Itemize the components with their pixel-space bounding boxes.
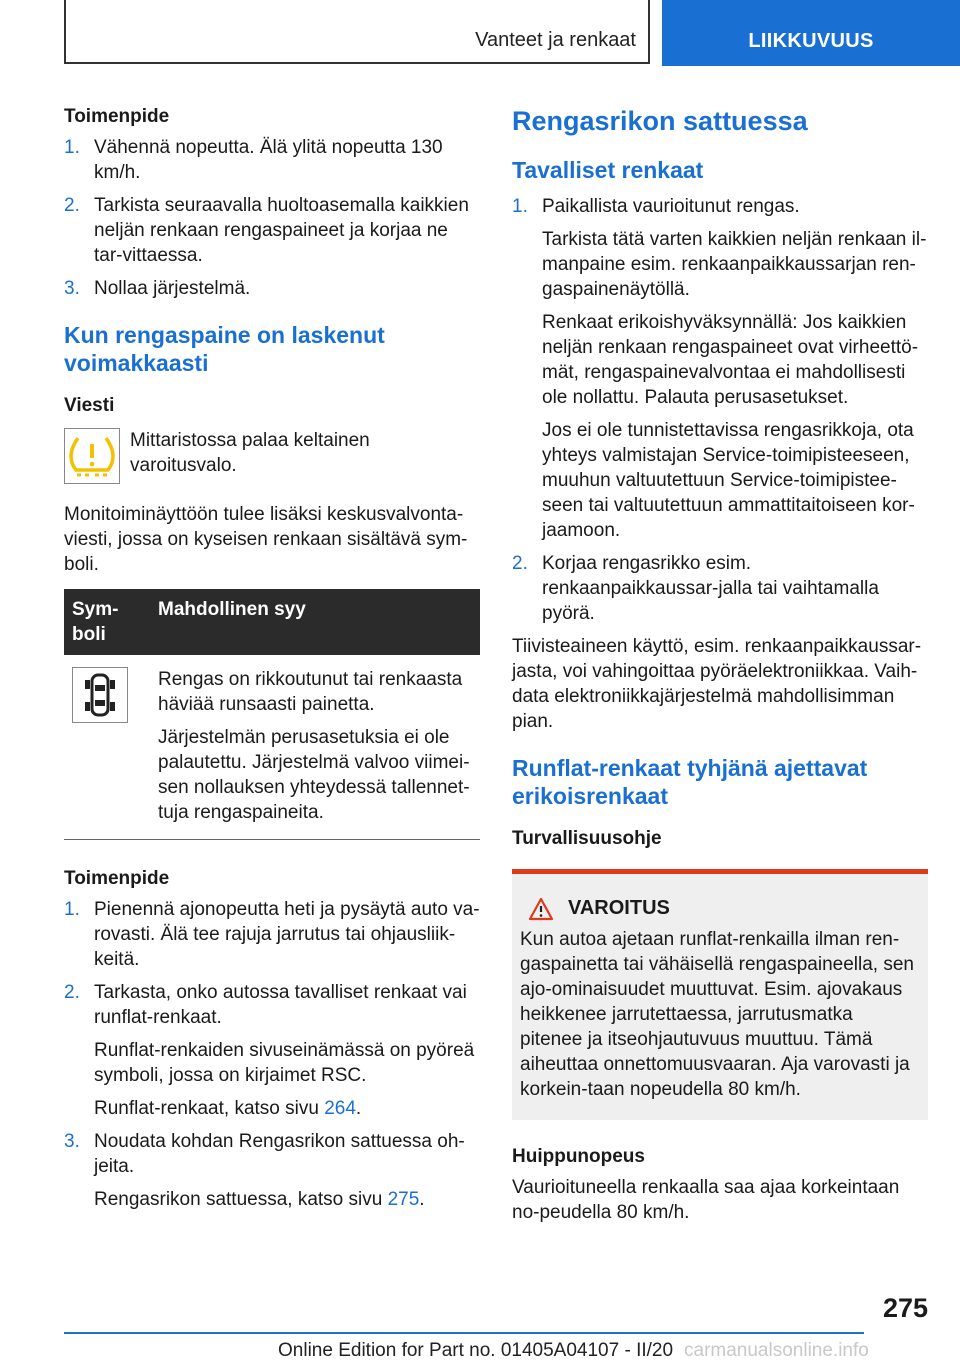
warning-triangle-icon	[528, 897, 554, 921]
step-number: 2.	[64, 195, 80, 216]
list-item	[64, 980, 480, 1121]
step-number: 2.	[64, 982, 80, 1003]
list-item	[512, 551, 928, 626]
table-header-cause: Mahdollinen syy	[150, 589, 480, 655]
cause-text: Järjestelmän perusasetuksia ei ole palautettu. Järjestelmä valvoo viimei-sen nollauksen yhteydessä tallennet-tuja rengaspaineita.	[158, 727, 470, 823]
page-header	[64, 0, 960, 66]
step-number: 2.	[512, 553, 528, 574]
tire-pressure-warning-icon	[64, 428, 120, 484]
step-number: 1.	[512, 196, 528, 217]
step-text: Noudata kohdan Rengasrikon sattuessa oh-jeita.	[94, 1131, 465, 1177]
table-row	[64, 655, 480, 840]
step-text: Runflat-renkaiden sivuseinämässä on pyöreä symboli, jossa on kirjaimet RSC.	[94, 1040, 475, 1086]
section-heading: Tavalliset renkaat	[512, 157, 704, 183]
list-item	[64, 1129, 480, 1212]
car-flat-tire-icon	[72, 667, 128, 723]
list-item	[64, 135, 480, 185]
step-text: Rengasrikon sattuessa, katso sivu 275.	[94, 1189, 425, 1210]
list-item	[64, 276, 480, 301]
step-text: Vähennä nopeutta. Älä ylitä nopeutta 130 km/h.	[94, 137, 443, 183]
message-text: Mittaristossa palaa keltainen varoitusvalo.	[130, 430, 370, 476]
step-text: Korjaa rengasrikko esim. renkaanpaikkaussar-jalla tai vaihtamalla pyörä.	[542, 553, 879, 624]
list-item	[64, 193, 480, 268]
page-link[interactable]: 275	[387, 1189, 420, 1210]
page-number: 275	[882, 1293, 928, 1323]
chapter-tab[interactable]: LIIKKUVUUS	[662, 0, 960, 66]
step-text: Jos ei ole tunnistettavissa rengasrikkoja, ota yhteys valmistajan Service-toimipisteeseen, muuhun valtuutettuun Service-toimipistee-seen tai valtuutettuun ammattitaitoiseen kor-jaamoon.	[542, 420, 915, 541]
section-heading: Kun rengaspaine on laskenut voimakkaasti	[64, 322, 385, 376]
symbol-table	[64, 589, 480, 840]
cause-text: Rengas on rikkoutunut tai renkaasta häviää runsaasti painetta.	[158, 669, 463, 715]
measures-title: Toimenpide	[64, 868, 170, 889]
sealant-text: Tiivisteaineen käyttö, esim. renkaanpaikkaussar-jasta, voi vahingoittaa pyöräelektroniikkaa. Vaih-data elektroniikkajärjestelmä mahdollisimman pian.	[512, 636, 922, 732]
footer-divider	[64, 1332, 864, 1334]
list-item	[512, 194, 928, 543]
step-text: Tarkista seuraavalla huoltoasemalla kaikkien neljän renkaan rengaspaineet ja korjaa ne tar-vittaessa.	[94, 195, 469, 266]
watermark: carmanualsonline.info	[684, 1340, 869, 1361]
step-number: 3.	[64, 278, 80, 299]
warning-box	[512, 869, 928, 1120]
step-number: 1.	[64, 137, 80, 158]
safety-title: Turvallisuusohje	[512, 828, 662, 849]
monitor-text: Monitoiminäyttöön tulee lisäksi keskusvalvonta-viesti, jossa on kyseisen renkaan sisältävä sym-boli.	[64, 504, 468, 575]
section-heading: Runflat-renkaat tyhjänä ajettavat erikoisrenkaat	[512, 755, 868, 809]
right-column	[512, 100, 928, 1233]
step-text: Runflat-renkaat, katso sivu 264.	[94, 1098, 362, 1119]
table-header-symbol: Sym-boli	[64, 589, 150, 655]
edition-text: Online Edition for Part no. 01405A04107 - II/20	[278, 1340, 674, 1361]
left-column	[64, 100, 480, 1220]
measures-title: Toimenpide	[64, 106, 170, 127]
step-text: Tarkista tätä varten kaikkien neljän renkaan il-manpaine esim. renkaanpaikkaussarjan ren-gaspainenäytöllä.	[542, 229, 927, 300]
step-text: Nollaa järjestelmä.	[94, 278, 251, 299]
step-text: Renkaat erikoishyväksynnällä: Jos kaikkien neljän renkaan rengaspaineet ovat virheettö-mät, rengaspainevalvontaa ei mahdollisesti ole nollattu. Palauta perusasetukset.	[542, 312, 919, 408]
warning-text: Kun autoa ajetaan runflat-renkailla ilman ren-gaspainetta tai vähäisellä rengaspaineella, sen ajo-ominaisuudet muuttuvat. Esim. ajovakaus heikkenee jarrutettaessa, jarrutusmatka pitenee ja itseohjautuvuus muuttuu. Tämä aiheuttaa onnettomuusvaaran. Aja varovasti ja korkein-taan nopeudella 80 km/h.	[520, 929, 914, 1100]
page-heading: Rengasrikon sattuessa	[512, 106, 808, 136]
step-number: 1.	[64, 899, 80, 920]
message-title: Viesti	[64, 395, 115, 416]
page-link[interactable]: 264	[324, 1098, 356, 1119]
list-item	[64, 897, 480, 972]
warning-title: VAROITUS	[528, 896, 920, 921]
message-row	[64, 428, 480, 484]
maxspeed-text: Vaurioituneella renkaalla saa ajaa korkeintaan no-peudella 80 km/h.	[512, 1177, 900, 1223]
step-text: Paikallista vaurioitunut rengas.	[542, 196, 800, 217]
step-number: 3.	[64, 1131, 80, 1152]
step-text: Tarkasta, onko autossa tavalliset renkaat vai runflat-renkaat.	[94, 982, 467, 1028]
maxspeed-title: Huippunopeus	[512, 1146, 645, 1167]
section-title: Vanteet ja renkaat	[475, 29, 636, 51]
step-text: Pienennä ajonopeutta heti ja pysäytä auto va-rovasti. Älä tee rajuja jarrutus tai ohjausliik-keitä.	[94, 899, 480, 970]
